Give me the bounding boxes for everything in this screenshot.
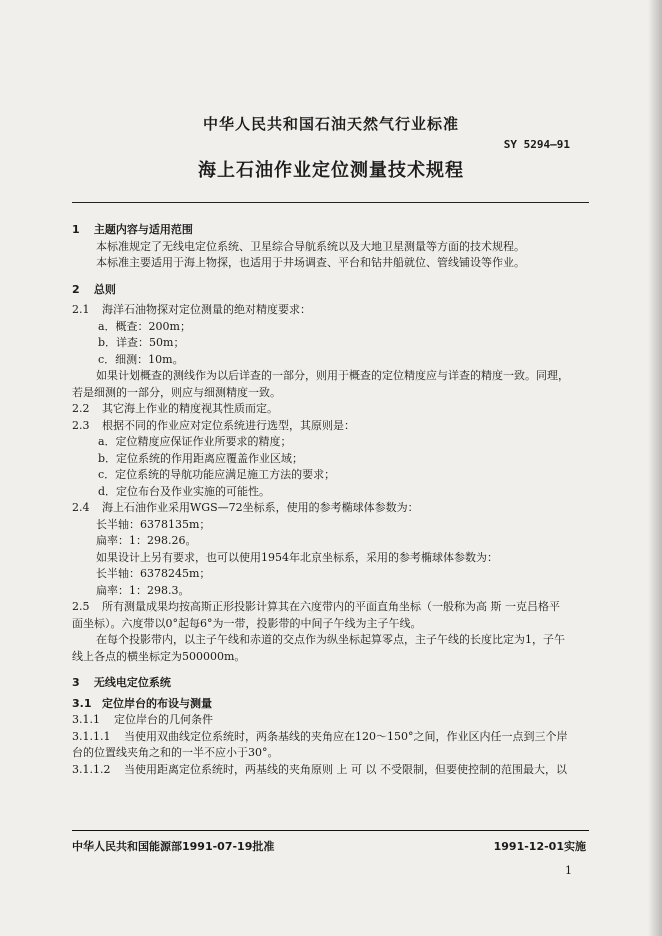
list-item: c．细测：10m。 [98, 352, 184, 366]
clause-number: 3.1.1.2 [72, 762, 111, 776]
clause [72, 302, 592, 319]
section-number: 3 [72, 676, 80, 689]
clause-text: 根据不同的作业应对定位系统进行选型，其原则是： [102, 418, 355, 432]
subsection-title: 定位岸台的布设与测量 [102, 696, 212, 710]
document-body [72, 222, 592, 778]
paragraph: 如果计划概查的测线作为以后详查的一部分，则用于概查的定位精度应与详查的精度一致。同理， [96, 369, 569, 382]
bottom-divider [72, 830, 589, 831]
parameter: 长半轴：6378135m； [96, 517, 211, 531]
clause-number: 2.4 [72, 501, 90, 514]
clause-number: 3.1.1.1 [72, 729, 111, 743]
top-divider [72, 202, 589, 203]
section-title: 主题内容与适用范围 [93, 223, 193, 236]
standard-organization: 中华人民共和国石油天然气行业标准 [202, 115, 459, 133]
section-3-heading [72, 675, 592, 692]
parameter: 扁率：1：298.3。 [96, 583, 190, 597]
section-1-heading [72, 222, 592, 239]
clause-number: 2.1 [72, 303, 90, 316]
parameter: 扁率：1：298.26。 [96, 534, 197, 547]
paragraph: 本标准规定了无线电定位系统、卫星综合导航系统以及大地卫星测量等方面的技术规程。 [96, 239, 525, 253]
paragraph: 如果设计上另有要求，也可以使用1954年北京坐标系，采用的参考椭球体参数为： [96, 550, 498, 564]
clause-text: 当使用双曲线定位系统时，两条基线的夹角应在120～150°之间，作业区内任一点到三个岸 [124, 729, 568, 743]
clause-text: 海上石油作业采用WGS—72坐标系，使用的参考椭球体参数为： [102, 501, 419, 514]
paragraph: 本标准主要适用于海上物探，也适用于井场调查、平台和钻井船就位、管线铺设等作业。 [96, 256, 525, 269]
clause [72, 762, 592, 779]
clause [72, 599, 592, 616]
clause-text: 当使用距离定位系统时，两基线的夹角原则 上 可 以 不受限制，但要使控制的范围最大，以 [124, 762, 567, 776]
section-number: 2 [72, 282, 80, 296]
clause-number: 2.2 [72, 402, 90, 415]
paragraph-continuation: 线上各点的横坐标定为500000m。 [72, 649, 246, 663]
clause-number: 3.1 [72, 696, 92, 710]
standard-code: SY 5294—91 [503, 138, 570, 151]
section-2-heading [72, 282, 592, 299]
list-item: d．定位布台及作业实施的可能性。 [98, 484, 271, 498]
list-item: a．定位精度应保证作业所要求的精度； [98, 435, 292, 448]
clause [72, 418, 592, 435]
page-number: 1 [565, 864, 572, 877]
clause [72, 712, 592, 729]
list-item: a．概查：200m； [98, 319, 191, 333]
clause-number: 2.3 [72, 418, 90, 432]
list-item: b．定位系统的作用距离应覆盖作业区域； [98, 451, 304, 465]
clause-text: 所有测量成果均按高斯正形投影计算其在六度带内的平面直角坐标（一般称为高 斯 一克吕格平 [102, 600, 560, 613]
clause-number: 3.1.1 [72, 713, 100, 726]
clause [72, 500, 592, 517]
paragraph-continuation: 面坐标）。六度带以0°起每6°为一带，投影带的中间子午线为主子午线。 [72, 616, 422, 630]
document-title: 海上石油作业定位测量技术规程 [198, 160, 464, 181]
section-title: 总则 [93, 282, 116, 296]
list-item: b．详查：50m； [98, 336, 185, 349]
page-edge-shadow [648, 0, 662, 936]
clause-number: 2.5 [72, 600, 90, 613]
effective-date: 1991-12-01实施 [493, 840, 586, 853]
clause-text: 其它海上作业的精度视其性质而定。 [102, 402, 278, 415]
clause [72, 729, 592, 746]
section-number: 1 [72, 223, 80, 236]
parameter: 长半轴：6378245m； [96, 567, 211, 580]
section-title: 无线电定位系统 [93, 676, 171, 689]
subsection-heading [72, 696, 592, 713]
approval-info: 中华人民共和国能源部1991-07-19批准 [72, 840, 275, 853]
paragraph-continuation: 若是细测的一部分，则应与细测精度一致。 [72, 385, 281, 399]
clause [72, 401, 592, 418]
clause-text: 定位岸台的几何条件 [114, 713, 213, 726]
clause-text: 海洋石油物探对定位测量的绝对精度要求： [102, 303, 311, 316]
list-item: c．定位系统的导航功能应满足施工方法的要求； [98, 468, 336, 481]
paragraph: 在每个投影带内，以主子午线和赤道的交点作为纵坐标起算零点，主子午线的长度比定为1，子午 [96, 633, 565, 646]
paragraph-continuation: 台的位置线夹角之和的一半不应小于30°。 [72, 746, 279, 759]
